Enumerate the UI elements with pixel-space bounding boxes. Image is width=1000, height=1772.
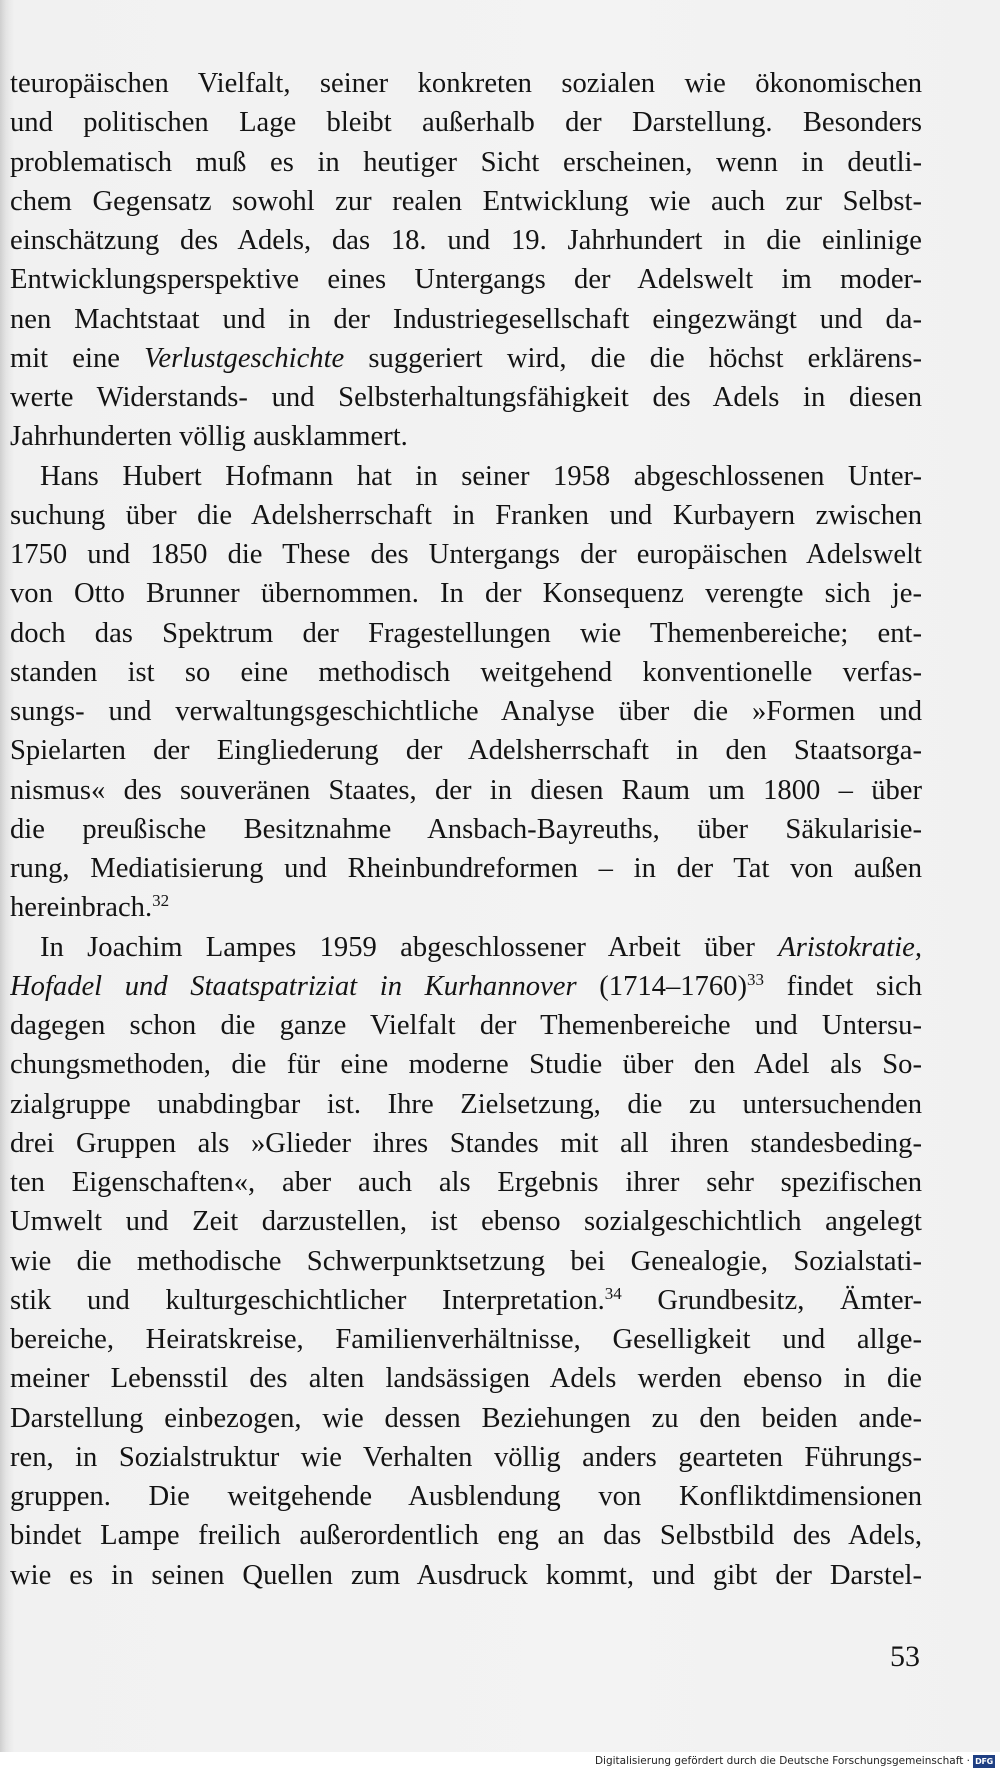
italic-title: Aristokratie,	[778, 931, 922, 963]
text-line: nen Machtstaat und in der Industriegesellschaft eingezwängt und da-	[10, 303, 922, 335]
line-text: hereinbrach.	[10, 892, 153, 924]
text-line: gruppen. Die weitgehende Ausblendung von Konfliktdimensionen	[10, 1481, 922, 1512]
text-line: bindet Lampe freilich außerordentlich eng an das Selbstbild des Adels,	[10, 1520, 922, 1552]
text-line	[10, 1281, 922, 1320]
text-line: doch das Spektrum der Fragestellungen wie Themenbereiche; ent-	[10, 617, 922, 649]
text-line: ten Eigenschaften«, aber auch als Ergebnis ihrer sehr spezifischen	[10, 1167, 922, 1198]
text-line: ren, in Sozialstruktur wie Verhalten völlig anders gearteten Führungs-	[10, 1441, 922, 1473]
text-line: zialgruppe unabdingbar ist. Ihre Zielsetzung, die zu untersuchenden	[10, 1088, 922, 1120]
line-text: stik und kulturgeschichtlicher Interpretation.	[10, 1284, 605, 1316]
text-line	[10, 339, 922, 378]
text-line: problematisch muß es in heutiger Sicht erscheinen, wenn in deutli-	[10, 146, 922, 178]
footnote-marker: 32	[152, 891, 170, 911]
italic-title: Hofadel und Staatspatriziat in Kurhannover	[10, 970, 577, 1002]
text-line: Spielarten der Eingliederung der Adelsherrschaft in den Staatsorga-	[10, 735, 922, 767]
line-text: Grundbesitz, Ämter-	[621, 1284, 922, 1316]
text-line: wie die methodische Schwerpunktsetzung bei Genealogie, Sozialstati-	[10, 1245, 922, 1277]
text-line: meiner Lebensstil des alten landsässigen Adels werden ebenso in die	[10, 1363, 922, 1395]
text-line: wie es in seinen Quellen zum Ausdruck kommt, und gibt der Darstel-	[10, 1559, 922, 1591]
text-line	[10, 888, 922, 927]
text-line: von Otto Brunner übernommen. In der Konsequenz verengte sich je-	[10, 578, 922, 610]
dfg-logo: DFG	[973, 1755, 995, 1768]
line-text: suggeriert wird, die die höchst erklärens-	[344, 342, 922, 374]
text-line: die preußische Besitznahme Ansbach-Bayreuths, über Säkularisie-	[10, 813, 922, 845]
text-line: rung, Mediatisierung und Rheinbundreformen – in der Tat von außen	[10, 853, 922, 884]
text-line: Hans Hubert Hofmann hat in seiner 1958 abgeschlossenen Unter-	[40, 460, 922, 492]
text-line: nismus« des souveränen Staates, der in diesen Raum um 1800 – über	[10, 774, 922, 806]
text-line: Umwelt und Zeit darzustellen, ist ebenso sozialgeschichtlich angelegt	[10, 1206, 922, 1238]
digitization-footer	[0, 1752, 1000, 1772]
text-line: Darstellung einbezogen, wie dessen Beziehungen zu den beiden ande-	[10, 1402, 922, 1434]
body-text	[10, 64, 922, 1595]
text-line	[10, 928, 922, 967]
text-line: bereiche, Heiratskreise, Familienverhältnisse, Geselligkeit und allge-	[10, 1324, 922, 1355]
text-line: drei Gruppen als »Glieder ihres Standes mit all ihren standesbeding-	[10, 1127, 922, 1159]
text-line: 1750 und 1850 die These des Untergangs der europäischen Adelswelt	[10, 539, 922, 570]
text-line: standen ist so eine methodisch weitgehend konventionelle verfas-	[10, 656, 922, 688]
text-line: teuropäischen Vielfalt, seiner konkreten sozialen wie ökonomischen	[10, 68, 922, 99]
text-line: Entwicklungsperspektive eines Untergangs der Adelswelt im moder-	[10, 264, 922, 296]
line-text: mit eine	[10, 342, 145, 374]
line-text: findet sich	[763, 970, 922, 1002]
page-number: 53	[890, 1640, 920, 1673]
footnote-marker: 34	[604, 1283, 622, 1303]
text-line: chem Gegensatz sowohl zur realen Entwicklung wie auch zur Selbst-	[10, 185, 922, 217]
text-line: chungsmethoden, die für eine moderne Studie über den Adel als So-	[10, 1049, 922, 1081]
text-line: werte Widerstands- und Selbsterhaltungsfähigkeit des Adels in diesen	[10, 382, 922, 413]
italic-title: Verlustgeschichte	[144, 342, 345, 374]
text-line	[10, 967, 922, 1006]
line-text: (1714–1760)	[576, 970, 747, 1002]
text-line: einschätzung des Adels, das 18. und 19. Jahrhundert in die einlinige	[10, 225, 922, 256]
text-line: dagegen schon die ganze Vielfalt der Themenbereiche und Untersu-	[10, 1010, 922, 1041]
line-text: In Joachim Lampes 1959 abgeschlossener Arbeit über	[40, 931, 779, 963]
text-line: Jahrhunderten völlig ausklammert.	[10, 421, 408, 453]
text-line: suchung über die Adelsherrschaft in Franken und Kurbayern zwischen	[10, 499, 922, 531]
footnote-marker: 33	[746, 969, 764, 989]
funding-note: Digitalisierung gefördert durch die Deutsche Forschungsgemeinschaft ·	[594, 1755, 970, 1767]
text-line: sungs- und verwaltungsgeschichtliche Analyse über die »Formen und	[10, 696, 922, 727]
text-line: und politischen Lage bleibt außerhalb der Darstellung. Besonders	[10, 107, 922, 139]
